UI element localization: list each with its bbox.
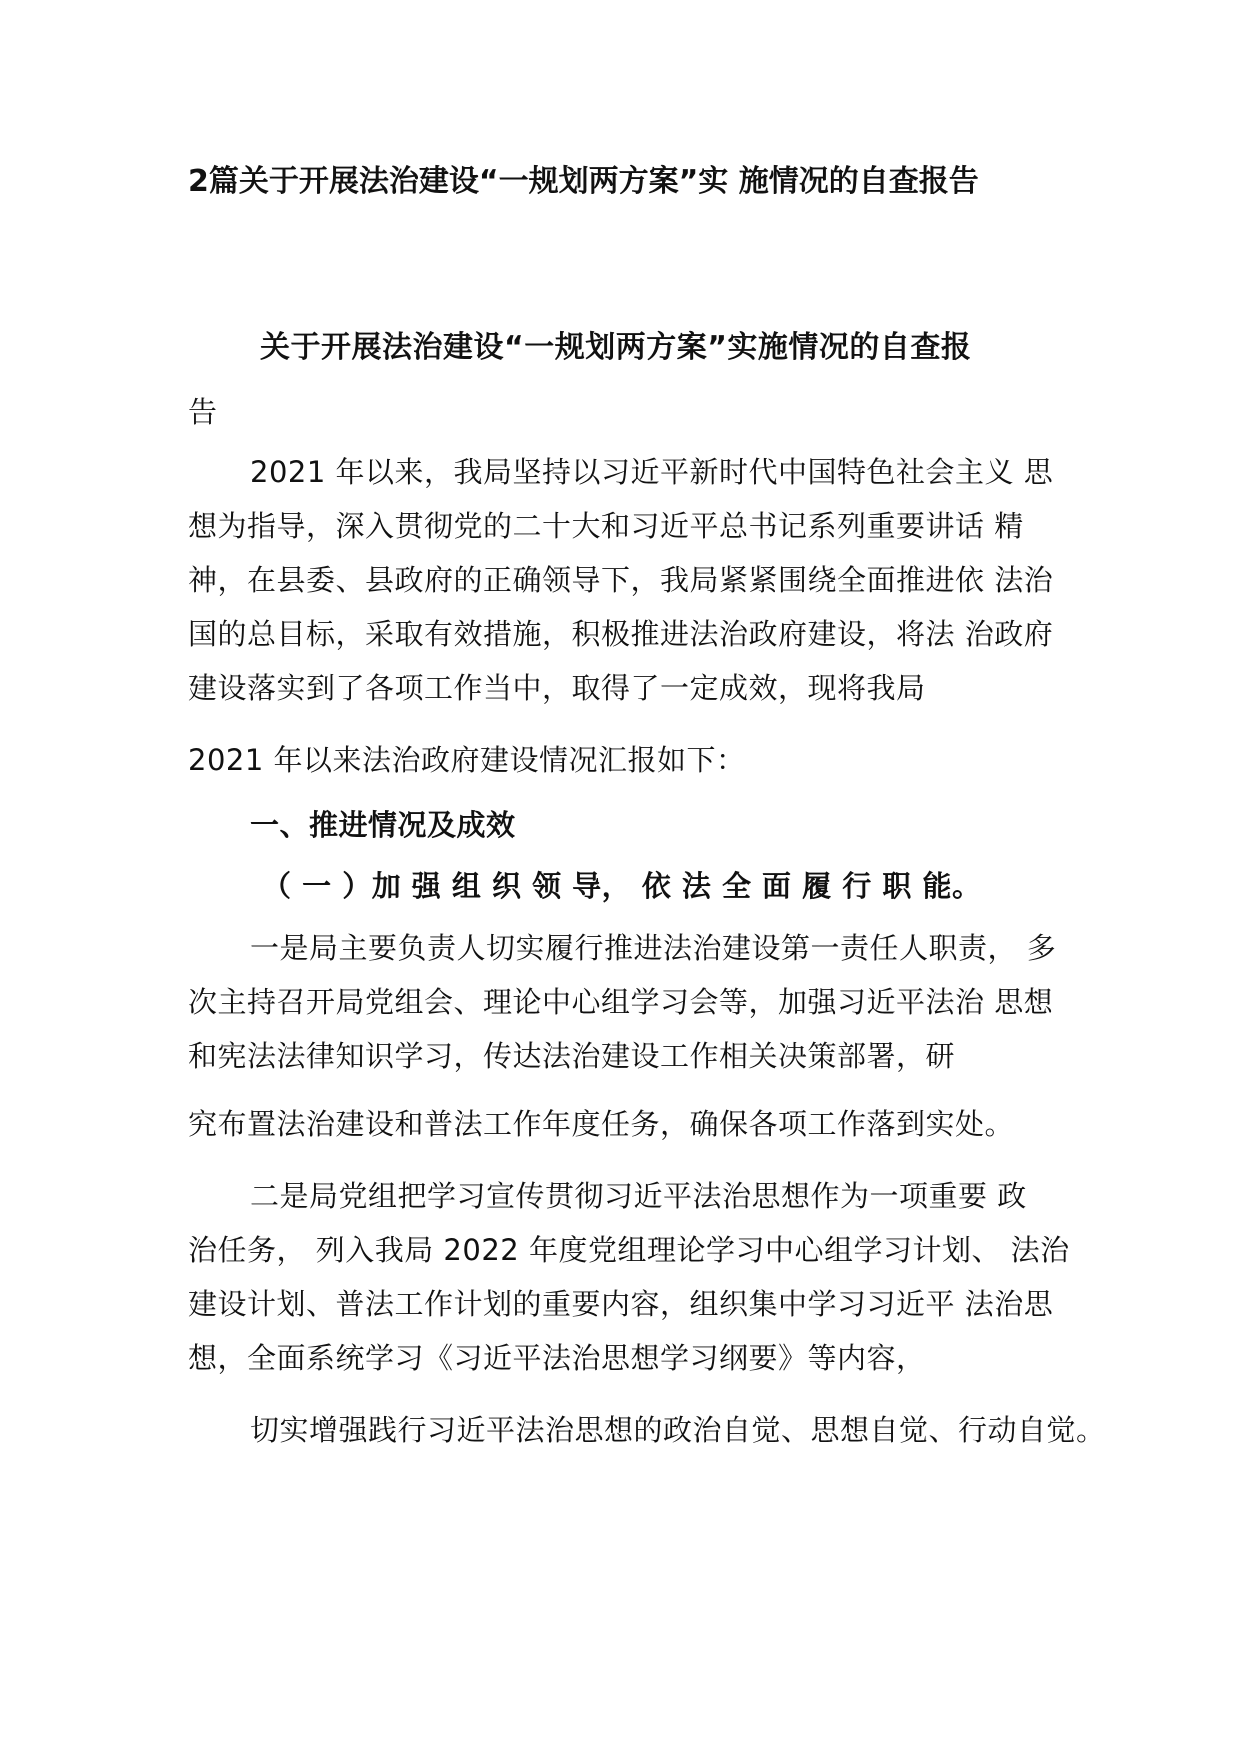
- paragraph-line: 究布置法治建设和普法工作年度任务，确保各项工作落到实处。: [188, 1107, 1015, 1141]
- intro-line: 想为指导，深入贯彻党的二十大和习近平总书记系列重要讲话 精: [188, 509, 1024, 543]
- subsection-heading: （ 一 ）加 强 组 织 领 导， 依 法 全 面 履 行 职 能。: [262, 869, 982, 903]
- intro-line: 建设落实到了各项工作当中，取得了一定成效，现将我局: [188, 671, 926, 705]
- intro-line: 国的总目标，采取有效措施，积极推进法治政府建设，将法 治政府: [188, 617, 1054, 651]
- paragraph-line: 一是局主要负责人切实履行推进法治建设第一责任人职责， 多: [250, 931, 1057, 965]
- paragraph-line: 二是局党组把学习宣传贯彻习近平法治思想作为一项重要 政: [250, 1179, 1027, 1213]
- section-heading: 一、推进情况及成效: [250, 808, 516, 842]
- paragraph-line: 治任务， 列入我局 2022 年度党组理论学习中心组学习计划、 法治: [188, 1233, 1070, 1267]
- paragraph-line: 次主持召开局党组会、理论中心组学习会等，加强习近平法治 思想: [188, 985, 1054, 1019]
- paragraph-line: 想，全面系统学习《习近平法治思想学习纲要》等内容，: [188, 1341, 926, 1375]
- paragraph-line: 和宪法法律知识学习，传达法治建设工作相关决策部署，研: [188, 1039, 956, 1073]
- report-title-continuation: 告: [188, 395, 218, 429]
- report-title: 关于开展法治建设“一规划两方案”实施情况的自查报: [260, 330, 972, 365]
- paragraph-line: 切实增强践行习近平法治思想的政治自觉、思想自觉、行动自觉。: [250, 1413, 1106, 1447]
- document-title: 2篇关于开展法治建设“一规划两方案”实 施情况的自查报告: [188, 164, 979, 199]
- intro-line: 神，在县委、县政府的正确领导下，我局紧紧围绕全面推进依 法治: [188, 563, 1054, 597]
- intro-line: 2021 年以来，我局坚持以习近平新时代中国特色社会主义 思: [250, 455, 1054, 489]
- paragraph-line: 建设计划、普法工作计划的重要内容，组织集中学习习近平 法治思: [188, 1287, 1054, 1321]
- intro-line: 2021 年以来法治政府建设情况汇报如下：: [188, 743, 746, 777]
